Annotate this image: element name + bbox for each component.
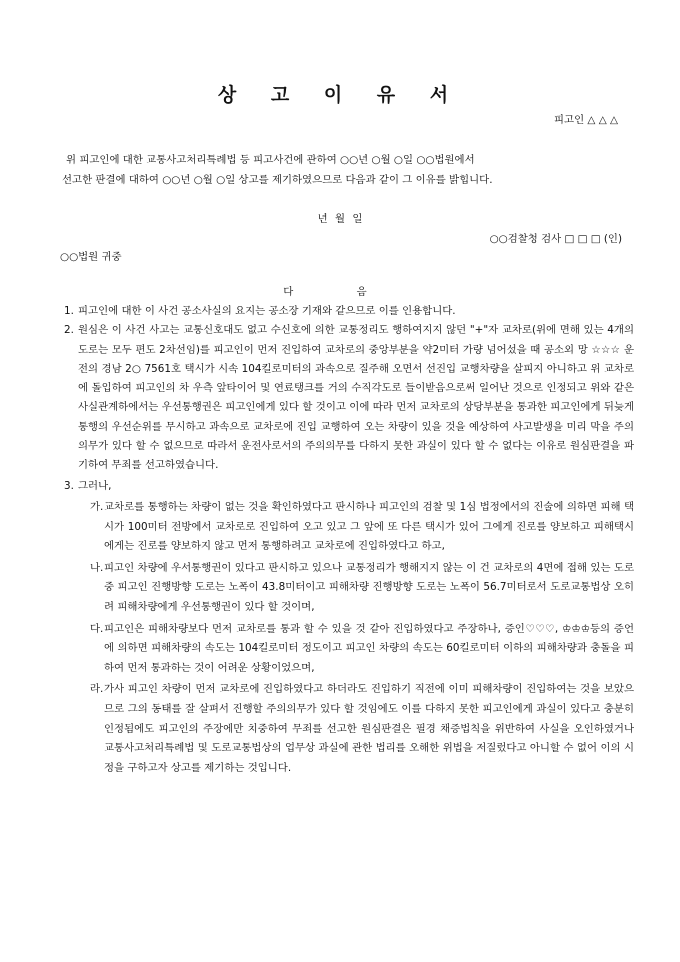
court-line: ○○법원 귀중 [60, 251, 122, 263]
sub-item-text: 교차로를 통행하는 차량이 없는 것을 확인하였다고 판시하나 피고인의 검찰 및 1심 법정에서의 진술에 의하면 피해 택시가 100미터 전방에서 교차로로 진입하여 오고 있고 그 앞에 또 다른 택시가 있어 그에게 진로를 양보하고 피해택시에게는 진로를 양보하지 않고 먼저 통행하려고 교차로에 진입하였다고 하고, [104, 500, 634, 553]
item-text: 원심은 이 사건 사고는 교통신호대도 없고 수신호에 의한 교통정리도 행하여지지 않던 "+"자 교차로(위에 면해 있는 4개의 도로는 모두 편도 2차선임)를 피고인이 먼저 진입하여 교차로의 중앙부분을 약2미터 가량 넘어섰을 때 공소외 망 ☆☆☆ 운전의 경남 2○ 7561호 택시가 시속 104킬로미터의 과속으로 질주해 오면서 선진입 교행차량을 살피지 아니하고 위 교차로에 돌입하여 피고인의 차 우측 앞타이어 및 연료탱크를 거의 수직각도로 들이받음으로써 일어난 것으로 인정되고 위와 같은 사실관계하에서는 우선통행권은 피고인에게 있다 할 것이고 이에 따라 먼저 교차로의 상당부분을 통과한 피고인에게 뒤늦게 통행의 우선순위를 무시하고 과속으로 교차로에 진입 교행하여 오는 차량이 있을 것을 예상하여 사고발생을 미리 막을 주의의무가 있다 할 수 없으므로 따라서 운전사로서의 주의의무를 다하지 못한 과실이 있다 할 수 없다는 이유로 원심판결을 파기하여 무죄를 선고하였습니다. [78, 324, 634, 472]
document-title: 상 고 이 유 서 [217, 84, 463, 106]
sub-list-item [90, 620, 634, 679]
sub-item-text: 피고인 차량에 우서통행권이 있다고 판시하고 있으나 교통정리가 행해지지 않는 이 건 교차로의 4면에 접해 있는 도로 중 피고인 진행방향 도로는 노폭이 43.8미터이고 피해차량 진행방향 도로는 노폭이 56.7미터로서 도로교통법상 오히려 피해차량에게 우선통행권이 있다 할 것이며, [104, 561, 634, 613]
section-heading: 다 음 [283, 286, 397, 298]
intro-line-2: 선고한 판결에 대하여 ○○년 ○월 ○일 상고를 제기하였으므로 다음과 같이 그 이유를 밝힙니다. [62, 174, 493, 186]
date-line: 년 월 일 [317, 213, 363, 225]
list-item [64, 321, 634, 475]
item-text: 그러나, [78, 479, 112, 492]
sub-list-item [90, 680, 634, 778]
intro-line-1: 위 피고인에 대한 교통사고처리특례법 등 피고사건에 관하여 ○○년 ○월 ○일 ○○법원에서 [66, 154, 475, 166]
reasons-list [64, 302, 634, 778]
item-text: 피고인에 대한 이 사건 공소사실의 요지는 공소장 기재와 같으므로 이를 인용합니다. [78, 305, 456, 317]
item-number: 2. [64, 324, 74, 337]
appellant-line: 피고인 △ △ △ [554, 114, 618, 126]
prosecutor-line: ○○검찰청 검사 □ □ □ (인) [489, 233, 622, 245]
sub-list-item [90, 559, 634, 618]
sub-item-number: 다. [90, 622, 104, 635]
item-number: 1. [64, 305, 74, 317]
sub-list-item [90, 498, 634, 557]
list-item [64, 477, 634, 496]
sub-item-text: 피고인은 피해차량보다 먼저 교차로를 통과 할 수 있을 것 같아 진입하였다고 주장하나, 증인♡♡♡, ♔♔♔등의 증언에 의하면 피해차량의 속도는 104킬로미터 정도이고 피고인 차량의 속도는 60킬로미터 이하의 피해차량과 충돌을 피하여 먼저 통과하는 것이 어려운 상황이었으며, [104, 622, 634, 674]
sub-item-text: 가사 피고인 차량이 먼저 교차로에 진입하였다고 하더라도 진입하기 직전에 이미 피해차량이 진입하여는 것을 보았으므로 그의 동태를 잘 살펴서 진행할 주의의무가 있다 할 것임에도 이를 다하지 못한 피고인에게 과실이 있다고 충분히 인정됨에도 피고인의 주장에만 치중하여 무죄를 선고한 원심판결은 필경 채증법칙을 위반하여 사실을 오인하였거나 교통사고처리특례법 및 도로교통법상의 업무상 과실에 관한 법리를 오해한 위법을 저질렀다고 아니할 수 없어 이의 시정을 구하고자 상고를 제기하는 것입니다. [104, 683, 634, 774]
sub-item-number: 가. [90, 500, 104, 513]
item-number: 3. [64, 479, 74, 492]
sub-item-number: 나. [90, 561, 104, 574]
sub-item-number: 라. [90, 683, 104, 696]
list-item [64, 302, 634, 321]
